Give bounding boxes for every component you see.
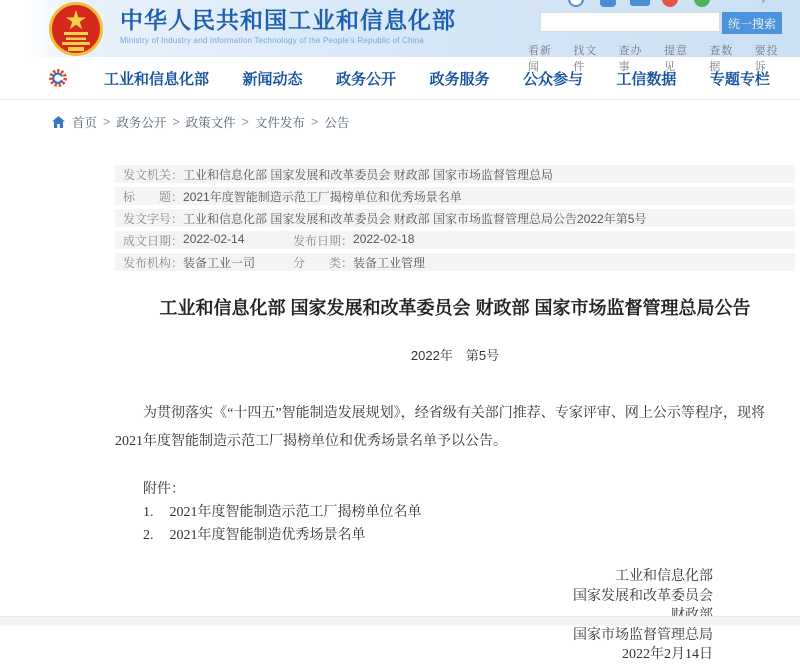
wechat-icon[interactable] [694,0,710,7]
breadcrumb-home[interactable]: 首页 [72,116,98,130]
doc-title: 工业和信息化部 国家发展和改革委员会 财政部 国家市场监督管理总局公告 [159,298,751,318]
breadcrumb-separator: > [311,115,319,129]
attachments-section [115,478,795,547]
weibo-icon[interactable] [662,0,678,7]
id-card-icon[interactable] [630,0,650,6]
quick-link-services[interactable]: 查办事 [618,45,643,73]
nav-item-miit[interactable]: 工业和信息化部 [104,70,210,88]
nav-item-public-participation[interactable]: 公众参与 [522,70,583,88]
breadcrumb-policy-files[interactable]: 政策文件 [185,116,236,130]
home-icon[interactable] [52,116,65,128]
signature-line: 工业和信息化部 [615,569,713,584]
app-grid-icon[interactable] [600,0,616,7]
nav-item-gov-disclosure[interactable]: 政务公开 [335,70,396,88]
site-banner [0,0,800,73]
signature-date: 2022年2月14日 [622,647,713,662]
search-input[interactable] [540,12,720,32]
meta-value: 2022-02-18 [353,231,415,246]
doc-meta-table [115,165,795,271]
doc-paragraph: 为贯彻落实《“十四五”智能制造发展规划》，经省级有关部门推荐、专家评审、网上公示等程序，现将2021年度智能制造示范工厂揭榜单位和优秀场景名单予以公告。 [115,406,765,449]
breadcrumb-separator: > [172,115,180,129]
breadcrumb-gov-disclosure[interactable]: 政务公开 [116,116,167,130]
meta-label: 发布日期： [293,233,354,248]
quick-link-news[interactable]: 看新闻 [528,45,552,73]
meta-value: 装备工业管理 [353,255,426,270]
document-body [115,297,795,665]
unified-search-button[interactable]: 统一搜索 [722,12,782,34]
footer-divider [0,616,800,626]
meta-label: 发文机关： [123,167,184,182]
chevron-icon [755,0,769,3]
meta-value: 2022-02-14 [183,231,245,246]
quick-link-feedback[interactable]: 提意见 [663,45,688,73]
nav-item-miit-data[interactable]: 工信数据 [616,70,677,88]
meta-value: 装备工业一司 [183,255,256,270]
attachment-link-scenarios[interactable]: 2021年度智能制造优秀场景名单 [169,528,366,543]
attachment-item [115,524,795,547]
breadcrumb-separator: > [241,115,249,129]
meta-value: 工业和信息化部 国家发展和改革委员会 财政部 国家市场监督管理总局公告2022年第5号 [183,211,647,226]
site-subtitle-en: Ministry of Industry and Information Technology of the People's Republic of China [120,36,424,45]
signature-line: 国家市场监督管理总局 [573,627,713,643]
signature-line: 国家发展和改革委员会 [573,588,713,604]
breadcrumb-separator: > [103,115,111,129]
nav-item-news[interactable]: 新闻动态 [242,70,303,88]
nav-item-special-topics[interactable]: 专题专栏 [709,70,770,88]
attachment-link-factories[interactable]: 2021年度智能制造示范工厂揭榜单位名单 [169,505,422,520]
breadcrumb-file-release[interactable]: 文件发布 [254,116,305,130]
breadcrumb-current-announcement: 公告 [324,116,350,130]
miit-gear-icon [48,68,68,88]
quick-link-files[interactable]: 找文件 [573,45,598,73]
attachment-number: 1. [143,505,154,520]
attachment-item [115,501,795,524]
meta-row-publisher-category [115,253,795,271]
doc-issue-number: 2022年 第5号 [410,348,500,363]
meta-value: 2021年度智能制造示范工厂揭榜单位和优秀场景名单 [183,189,462,204]
quick-links [528,42,800,74]
meta-label: 分 类： [293,255,354,270]
brand-block [120,7,456,45]
quick-link-data[interactable]: 查数据 [709,45,734,73]
breadcrumb [0,100,800,139]
national-emblem-logo [44,1,108,57]
meta-label: 发文字号： [123,211,184,226]
meta-row-issuing-agency [115,165,795,183]
meta-row-doc-number [115,209,795,227]
meta-row-dates [115,231,795,249]
attachments-heading: 附件： [143,482,185,497]
meta-label: 标 题： [123,189,184,204]
meta-label: 发布机构： [123,255,184,270]
site-title: 中华人民共和国工业和信息化部 [120,7,456,33]
meta-row-title [115,187,795,205]
meta-label: 成文日期： [123,233,184,248]
accessibility-icon[interactable] [568,0,584,7]
attachment-number: 2. [143,528,154,543]
nav-item-gov-services[interactable]: 政务服务 [429,70,490,88]
quick-link-complaint[interactable]: 要投诉 [754,45,779,73]
meta-value: 工业和信息化部 国家发展和改革委员会 财政部 国家市场监督管理总局 [183,167,554,182]
